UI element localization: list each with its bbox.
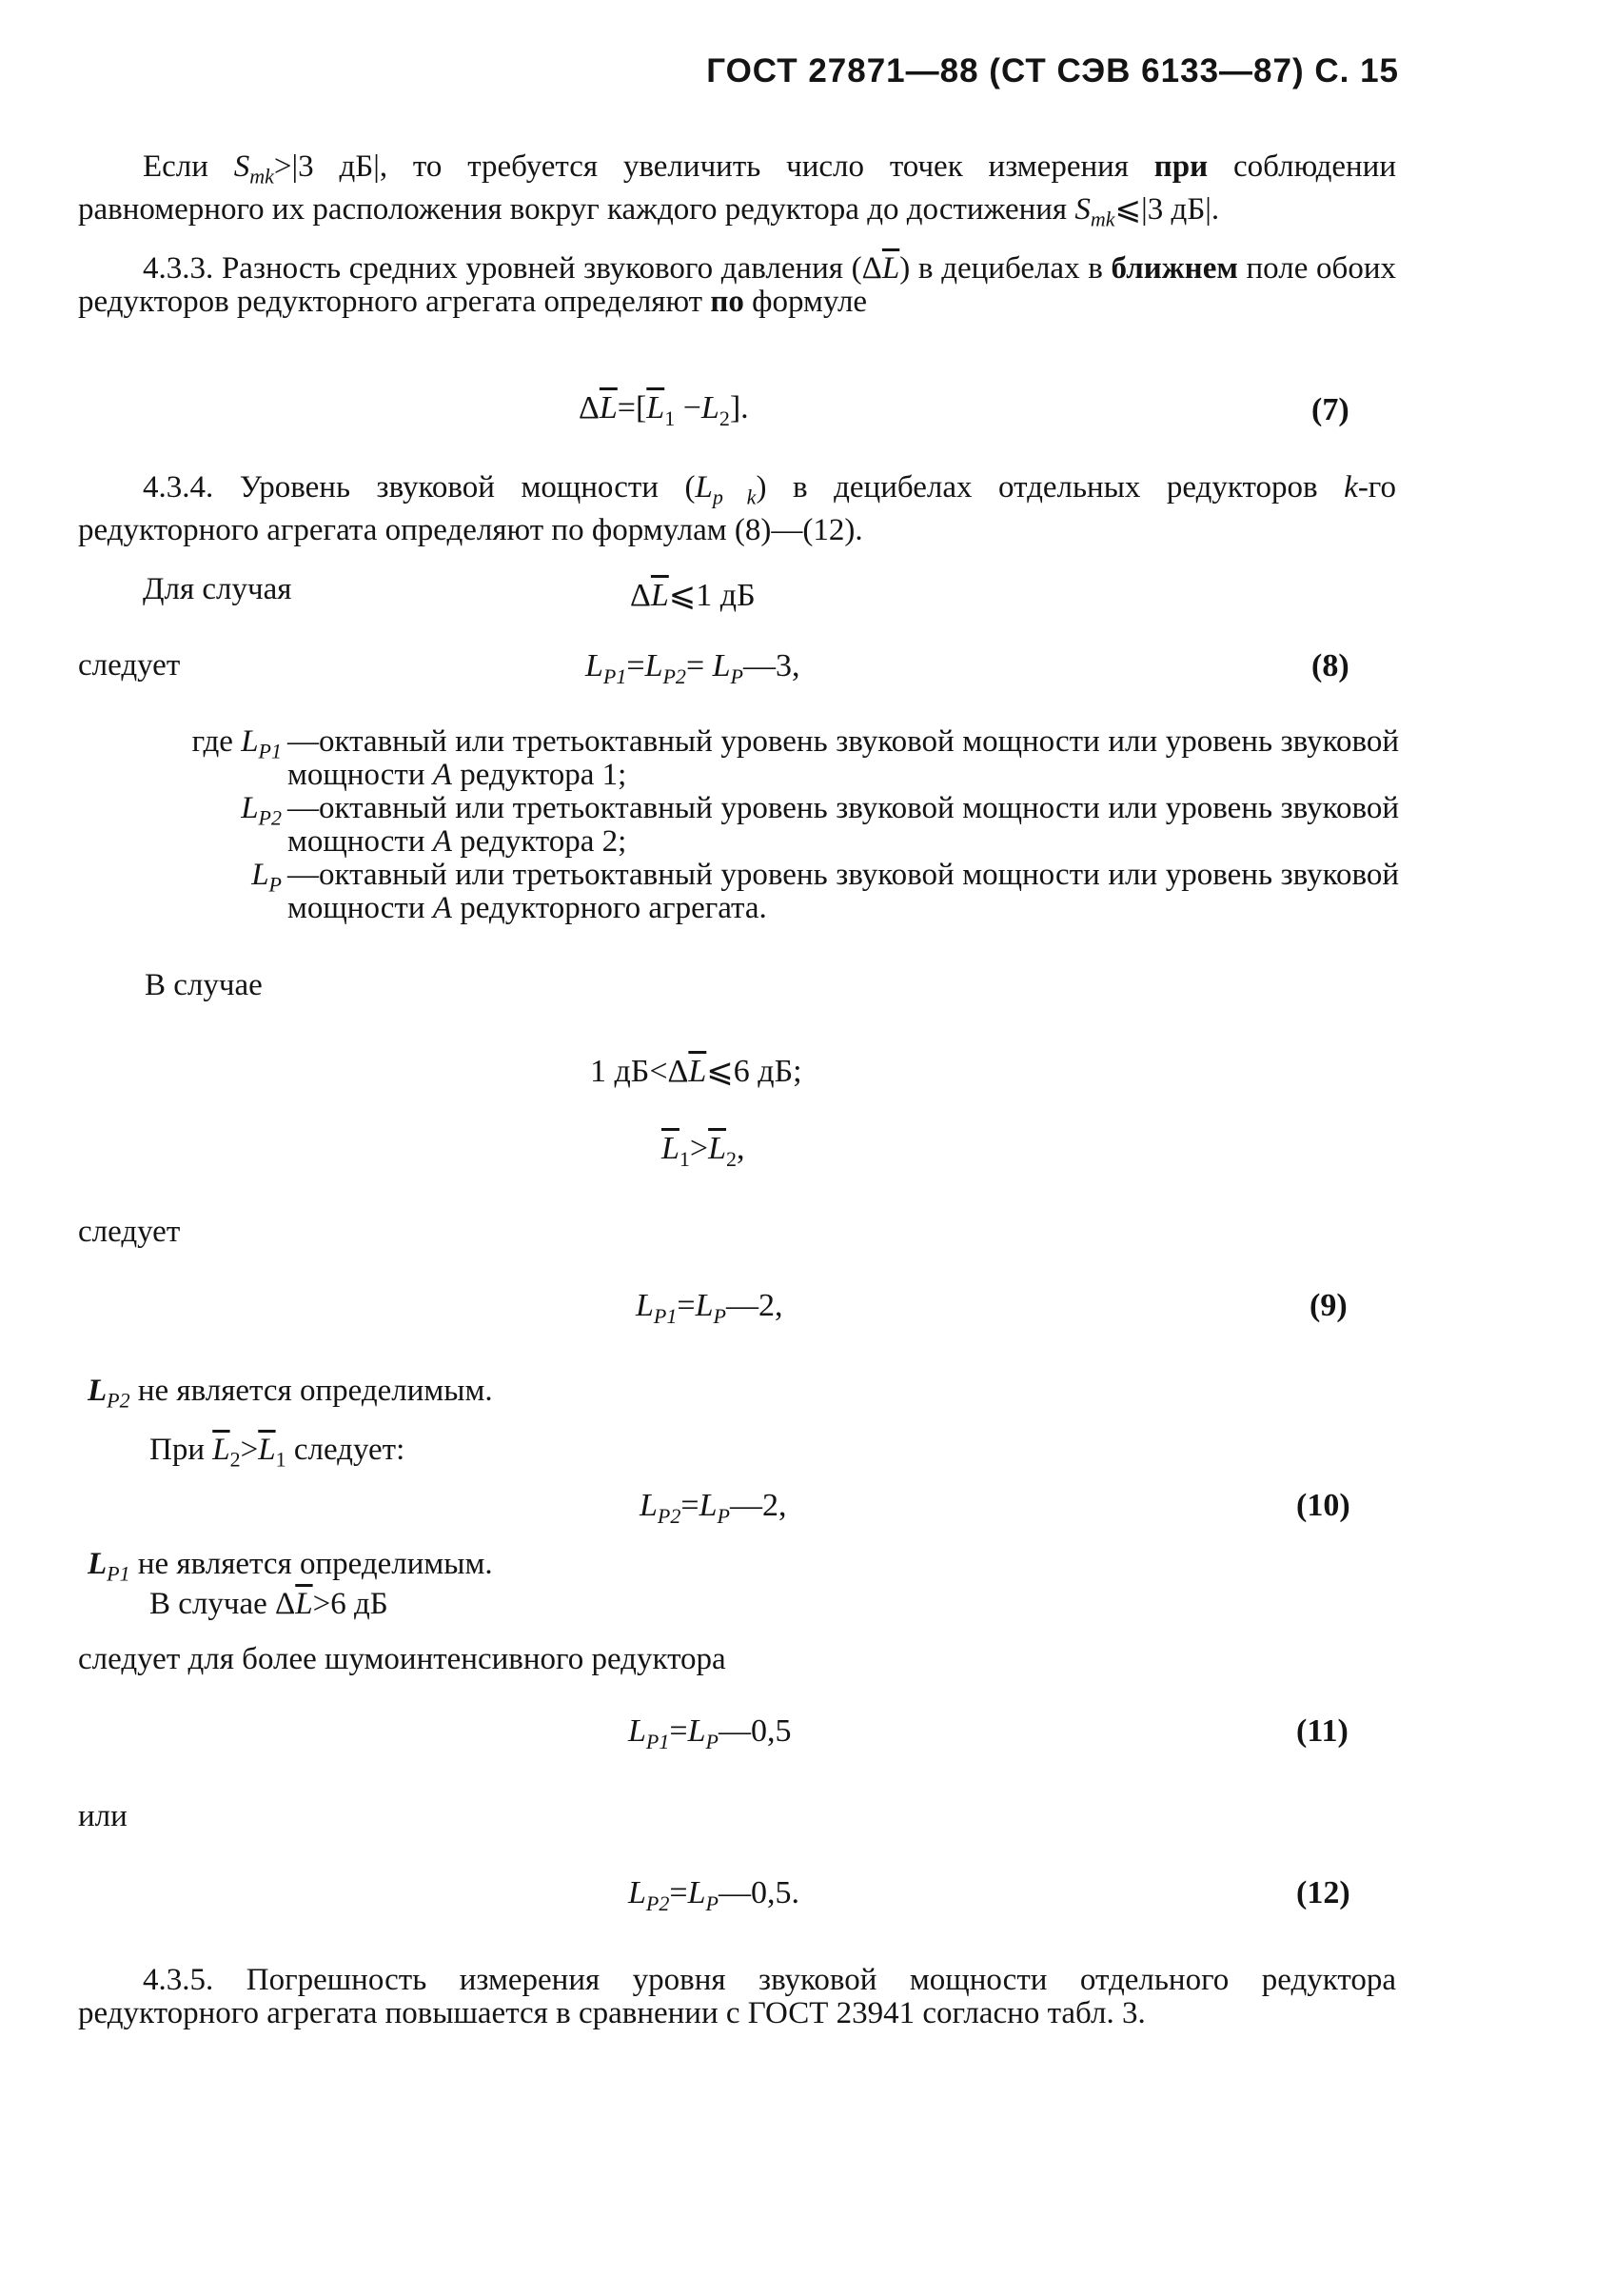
formula-12: $L_{P2}=L_P—0,5$. (628, 1875, 799, 1915)
formula-9: $L_{P1}=L_P—2$, (636, 1288, 783, 1328)
equation-number-12: (12) (1296, 1875, 1350, 1910)
follows-label-1: следует (78, 648, 181, 683)
follows-label-2: следует (78, 1215, 181, 1249)
lp2-undefined: $L_{P2}$ не является определимым. (88, 1374, 493, 1413)
case-2-label: В случае (145, 968, 263, 1002)
lp1-undefined: $L_{P1}$ не является определимым. (88, 1547, 493, 1586)
paragraph-4-3-3: 4.3.3. Разность средних уровней звукового давления $(\Delta\overline{L})$ в децибелах в ближнем поле обоих редукторов редукторного агрегата определяют по формуле (78, 251, 1397, 319)
equation-number-7: (7) (1311, 392, 1349, 427)
definition-lp2: $L_{P2}$ —октавный или третьоктавный уровень звуковой мощности или уровень звуковой мощности A редуктора 2; (241, 791, 1399, 859)
follows-noisy: следует для более шумоинтенсивного редуктора (78, 1642, 726, 1676)
page-header: ГОСТ 27871—88 (СТ СЭВ 6133—87) С. 15 (706, 52, 1399, 89)
when-l2-greater: При $\overline{L}_2>\overline{L}_1$ следует: (149, 1433, 405, 1472)
paragraph-4-3-4: 4.3.4. Уровень звуковой мощности $(L_{p k})$ в децибелах отдельных редукторов k-го редукторного агрегата определяют по формулам (8)—(12). (78, 470, 1397, 547)
formula-10: $L_{P2}=L_P—2$, (640, 1488, 787, 1528)
case-2-condition-2: $\overline{L}_1>\overline{L}_2$, (661, 1131, 745, 1171)
paragraph-4-3-5: 4.3.5. Погрешность измерения уровня звуковой мощности отдельного редуктора редукторного агрегата повышается в сравнении с ГОСТ 23941 согласно табл. 3. (78, 1963, 1396, 2030)
case-1-condition: $\Delta\overline{L}⩽1$ дБ (630, 578, 756, 613)
definition-lp1: где $L_{P1}$ —октавный или третьоктавный уровень звуковой мощности или уровень звуковой мощности A редуктора 1; (191, 724, 1399, 792)
case-3: В случае $\Delta\overline{L}>6$ дБ (149, 1587, 388, 1621)
equation-number-10: (10) (1296, 1488, 1350, 1523)
definitions-list (112, 725, 1399, 925)
paragraph-increase-points: Если $S_{mk}>|3$ дБ|, то требуется увеличить число точек измерения при соблюдении равномерного их расположения вокруг каждого редуктора до достижения $S_{mk}⩽|3$ дБ|. (78, 149, 1396, 231)
equation-number-11: (11) (1296, 1713, 1349, 1749)
formula-8: $L_{P1}=L_{P2}=$ $L_P—3$, (585, 648, 800, 688)
or-label: или (78, 1799, 128, 1833)
formula-11: $L_{P1}=L_P—0,5$ (628, 1713, 792, 1753)
equation-number-9: (9) (1310, 1288, 1348, 1323)
formula-7: $\Delta\overline{L}=[\overline{L}_1 -L_2]$. (579, 390, 749, 430)
case-2-condition-1: 1 $дБ<\Delta\overline{L}⩽6$ дБ; (590, 1054, 802, 1089)
equation-number-8: (8) (1311, 648, 1349, 683)
definition-lp: $L_P$ —октавный или третьоктавный уровень звуковой мощности или уровень звуковой мощности A редукторного агрегата. (251, 858, 1399, 925)
case-1-label: Для случая (143, 572, 292, 606)
